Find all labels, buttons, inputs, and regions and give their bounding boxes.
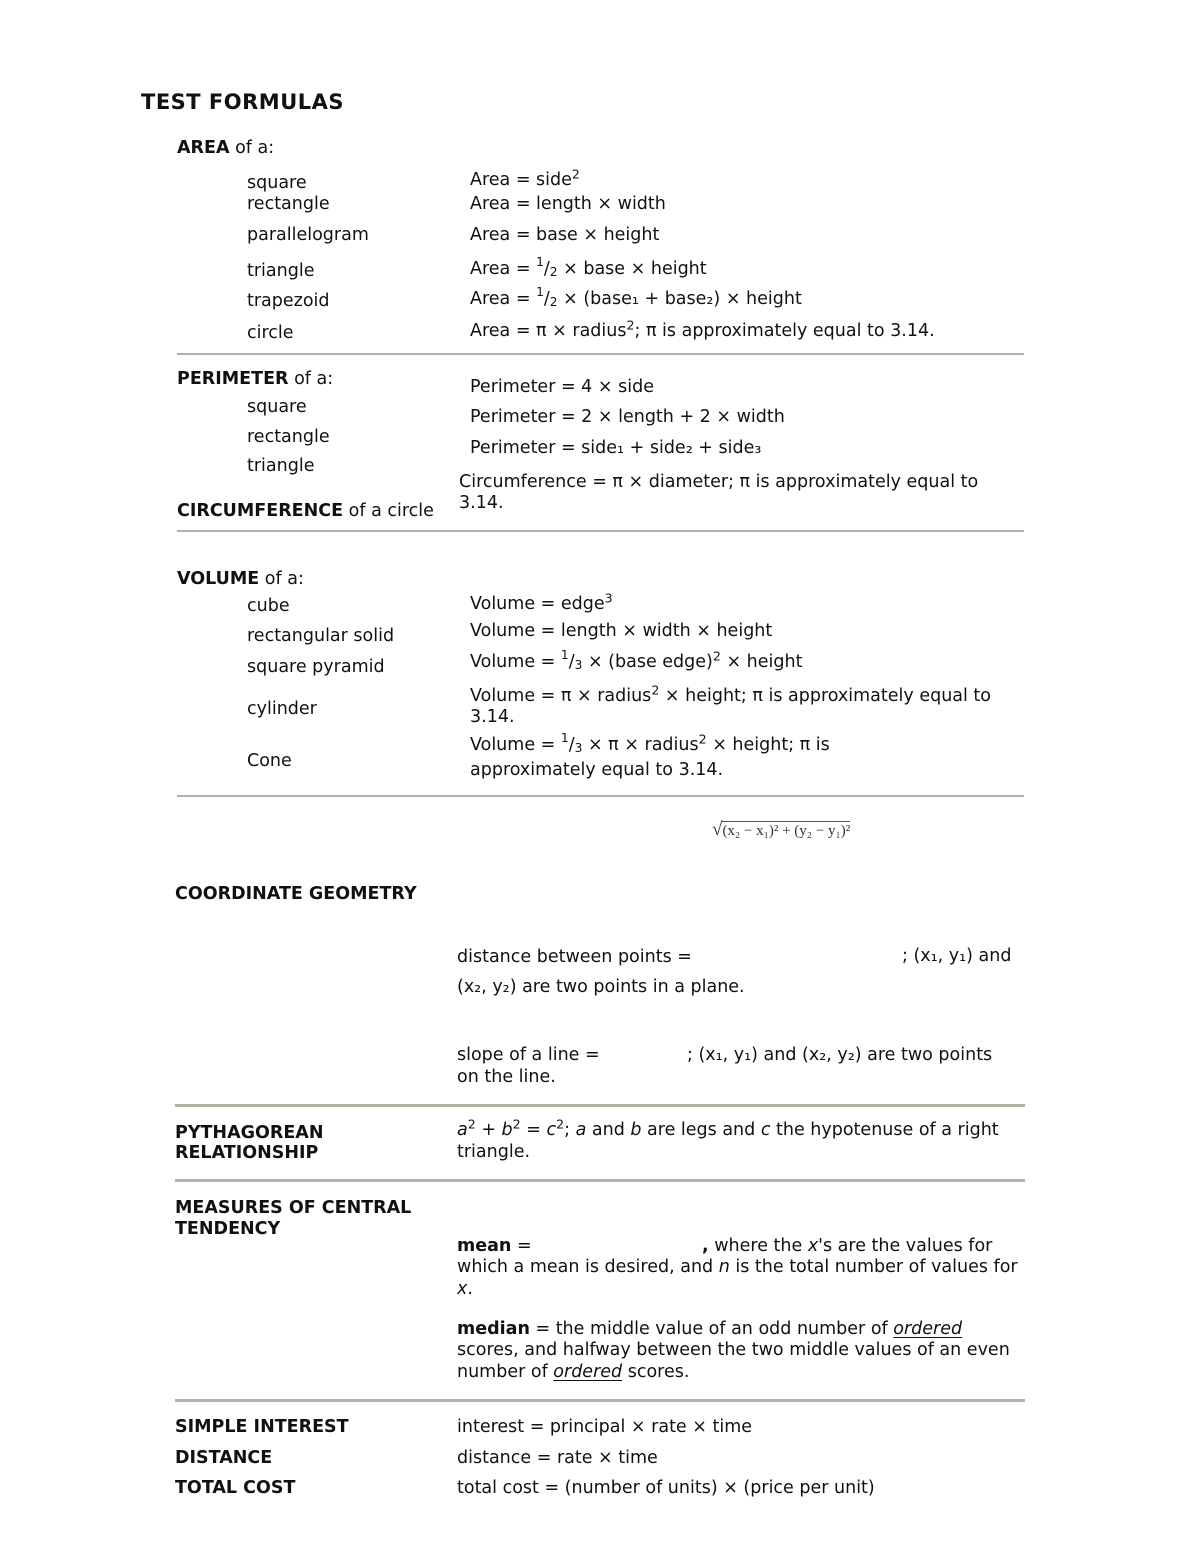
- volume-rectangular-solid-formula: Volume = length × width × height: [470, 621, 773, 641]
- pythagorean-heading-1: PYTHAGOREAN: [175, 1123, 324, 1143]
- slope-rest: ; (x₁, y₁) and (x₂, y₂) are two points: [687, 1045, 993, 1065]
- area-rectangle-label: rectangle: [247, 194, 330, 214]
- area-triangle-label: triangle: [247, 261, 315, 281]
- area-circle-formula: Area = π × radius$^2$; π is approximately equal to 3.14.: [470, 317, 935, 341]
- perimeter-heading: PERIMETER of a:: [177, 369, 334, 389]
- section-divider: [177, 353, 1024, 355]
- area-square-label: square: [247, 173, 307, 193]
- volume-rectangular-solid-label: rectangular solid: [247, 626, 395, 646]
- volume-cylinder-label: cylinder: [247, 699, 317, 719]
- slope-rest-2: on the line.: [457, 1067, 556, 1087]
- area-circle-label: circle: [247, 323, 294, 343]
- area-parallelogram-label: parallelogram: [247, 225, 369, 245]
- simple-interest-formula: interest = principal × rate × time: [457, 1417, 753, 1437]
- perimeter-triangle-formula: Perimeter = side₁ + side₂ + side₃: [470, 438, 762, 458]
- area-heading: AREA of a:: [177, 138, 275, 158]
- section-divider: [175, 1179, 1025, 1182]
- section-divider: [175, 1104, 1025, 1107]
- area-triangle-formula: Area = $^1$/2 × base × height: [470, 255, 707, 279]
- perimeter-triangle-label: triangle: [247, 456, 315, 476]
- coordinate-geometry-heading: COORDINATE GEOMETRY: [175, 884, 417, 904]
- pythagorean-heading-2: RELATIONSHIP: [175, 1143, 319, 1163]
- area-trapezoid-label: trapezoid: [247, 291, 330, 311]
- perimeter-rectangle-formula: Perimeter = 2 × length + 2 × width: [470, 407, 785, 427]
- slope-label: slope of a line =: [457, 1045, 600, 1065]
- perimeter-square-label: square: [247, 397, 307, 417]
- central-tendency-heading-2: TENDENCY: [175, 1219, 281, 1239]
- section-divider: [177, 530, 1024, 532]
- volume-cone-formula: Volume = $^1$/3 × π × radius$^2$ × height; π is approximately equal to 3.14.: [470, 731, 830, 781]
- central-tendency-heading-1: MEASURES OF CENTRAL: [175, 1198, 412, 1218]
- page-title: TEST FORMULAS: [141, 90, 345, 114]
- volume-square-pyramid-label: square pyramid: [247, 657, 385, 677]
- circumference-heading: CIRCUMFERENCE of a circle: [177, 501, 434, 521]
- perimeter-square-formula: Perimeter = 4 × side: [470, 377, 654, 397]
- distance-rest-2: (x₂, y₂) are two points in a plane.: [457, 977, 745, 997]
- volume-cube-label: cube: [247, 596, 290, 616]
- distance-heading: DISTANCE: [175, 1448, 273, 1468]
- total-cost-heading: TOTAL COST: [175, 1478, 296, 1498]
- distance-label: distance between points =: [457, 947, 692, 967]
- area-parallelogram-formula: Area = base × height: [470, 225, 660, 245]
- distance-formula: distance = rate × time: [457, 1448, 658, 1468]
- total-cost-formula: total cost = (number of units) × (price per unit): [457, 1478, 875, 1498]
- median-description: median = the middle value of an odd number of ordered scores, and halfway between the two middle values of an even number of ordered scores.: [457, 1319, 1010, 1382]
- area-rectangle-formula: Area = length × width: [470, 194, 666, 214]
- area-trapezoid-formula: Area = $^1$/2 × (base₁ + base₂) × height: [470, 285, 802, 309]
- distance-sqrt-image: √(x₂ − x₁)² + (y₂ − y₁)²: [712, 819, 851, 840]
- simple-interest-heading: SIMPLE INTEREST: [175, 1417, 349, 1437]
- volume-cylinder-formula: Volume = π × radius$^2$ × height; π is approximately equal to 3.14.: [470, 682, 991, 727]
- area-square-formula: Area = side$^2$: [470, 166, 580, 190]
- mean-description: , where the x's are the values for which a mean is desired, and n is the total number of values for x.: [457, 1236, 1018, 1299]
- section-divider: [175, 1399, 1025, 1402]
- volume-cone-label: Cone: [247, 751, 292, 771]
- volume-cube-formula: Volume = edge$^3$: [470, 590, 613, 614]
- perimeter-rectangle-label: rectangle: [247, 427, 330, 447]
- mean-label: mean =: [457, 1236, 532, 1256]
- pythagorean-formula: $a^2 + b^2 = c^2$; a and b are legs and c the hypotenuse of a right triangle.: [457, 1116, 999, 1162]
- section-divider: [177, 795, 1024, 797]
- volume-square-pyramid-formula: Volume = $^1$/3 × (base edge)$^2$ × height: [470, 648, 803, 672]
- circumference-formula: Circumference = π × diameter; π is approximately equal to 3.14.: [459, 472, 979, 513]
- distance-rest: ; (x₁, y₁) and: [902, 946, 1012, 966]
- volume-heading: VOLUME of a:: [177, 569, 304, 589]
